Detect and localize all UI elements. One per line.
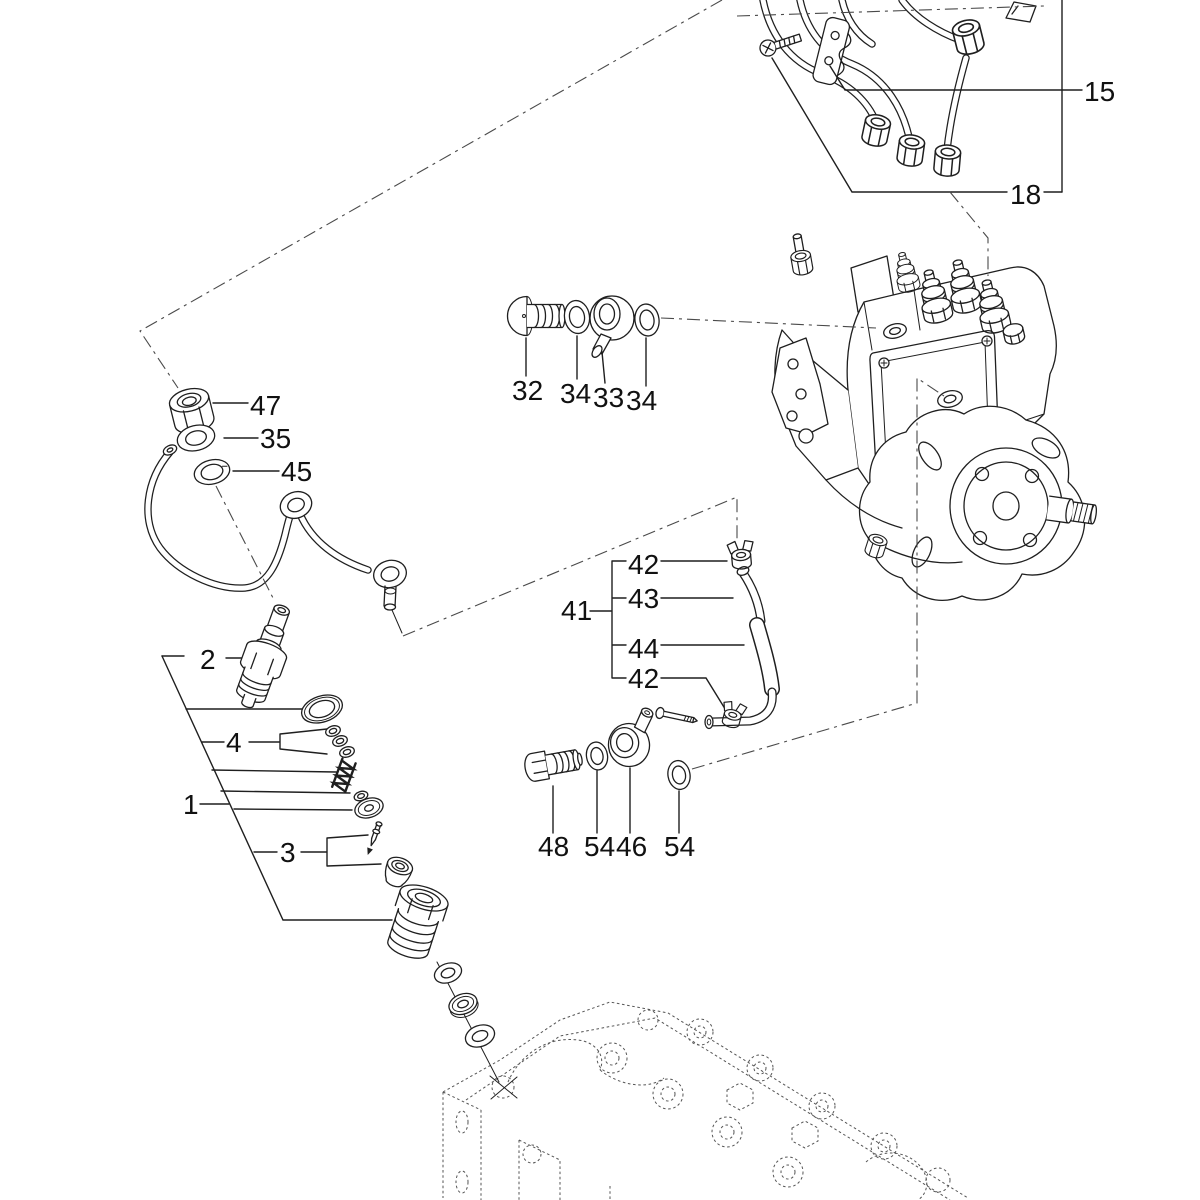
- part-callout-42-17: 42: [628, 663, 660, 694]
- part-callout-45-4: 45: [281, 456, 313, 487]
- banjo-elbow-46: [604, 705, 662, 769]
- washer-54: [666, 759, 693, 791]
- fuel-injection-pipes-group: [758, 0, 1082, 192]
- injector-body: [227, 599, 303, 714]
- part-callout-4-6: 4: [226, 727, 242, 758]
- part-callout-42-14: 42: [628, 549, 660, 580]
- part-callout-33-11: 33: [593, 382, 625, 413]
- washer-34: [633, 302, 661, 337]
- pipe-nut: [896, 133, 925, 167]
- part-callout-34-12: 34: [626, 385, 658, 416]
- part-callout-15-0: 15: [1084, 76, 1116, 107]
- banjo-eye: [277, 487, 316, 522]
- washer-54: [584, 740, 610, 771]
- pipe-nut: [861, 113, 892, 149]
- seal-washer: [462, 1021, 497, 1051]
- washer-45: [192, 456, 233, 488]
- part-callout-43-15: 43: [628, 583, 660, 614]
- part-callout-54-19: 54: [584, 831, 616, 862]
- nozzle-retaining-nut: [381, 880, 451, 964]
- cylinder-head-hidden-outline: [443, 1002, 968, 1200]
- banjo-eye: [371, 557, 410, 592]
- injection-pump-drawing: [772, 232, 1098, 600]
- part-callout-34-10: 34: [560, 378, 592, 409]
- part-callout-2-5: 2: [200, 644, 216, 675]
- cover-screw: [879, 358, 889, 368]
- washer-34: [562, 299, 591, 335]
- part-callout-35-3: 35: [260, 423, 292, 454]
- overflow-fitting-group: [508, 296, 662, 386]
- joint-screw: [655, 707, 698, 726]
- part-callout-41-13: 41: [561, 595, 593, 626]
- joint-bolt-32: [508, 297, 566, 336]
- part-callout-32-9: 32: [512, 375, 544, 406]
- part-callout-3-8: 3: [280, 837, 296, 868]
- cover-screw: [982, 336, 992, 346]
- seal-grommet: [446, 990, 481, 1022]
- nozzle-spring: [332, 759, 355, 792]
- pipe-nut: [933, 144, 961, 177]
- fuel-return-hose-group: [590, 540, 772, 730]
- pipe-nut: [951, 17, 986, 56]
- part-callout-44-16: 44: [628, 633, 660, 664]
- part-callout-46-20: 46: [616, 831, 648, 862]
- banjo-fitting-33: [590, 296, 634, 359]
- part-callout-1-7: 1: [183, 789, 199, 820]
- part-callout-48-18: 48: [538, 831, 570, 862]
- clamp-screw: [758, 30, 803, 58]
- injector-gasket: [298, 690, 346, 728]
- pump-top-bolt: [787, 232, 814, 276]
- part-callout-54-21: 54: [664, 831, 696, 862]
- shim-washer: [338, 745, 355, 759]
- part-callout-18-1: 18: [1010, 179, 1042, 210]
- pipe-clamp-plate: [812, 16, 856, 87]
- seal-washer: [432, 959, 465, 986]
- hose-clip-42: [727, 540, 755, 570]
- banjo-bolt-48: [523, 745, 584, 783]
- banjo-joint-group: [523, 705, 699, 833]
- part-callout-47-2: 47: [250, 390, 282, 421]
- leak-off-pipe-group: [148, 385, 409, 633]
- nozzle-needle: [364, 821, 383, 856]
